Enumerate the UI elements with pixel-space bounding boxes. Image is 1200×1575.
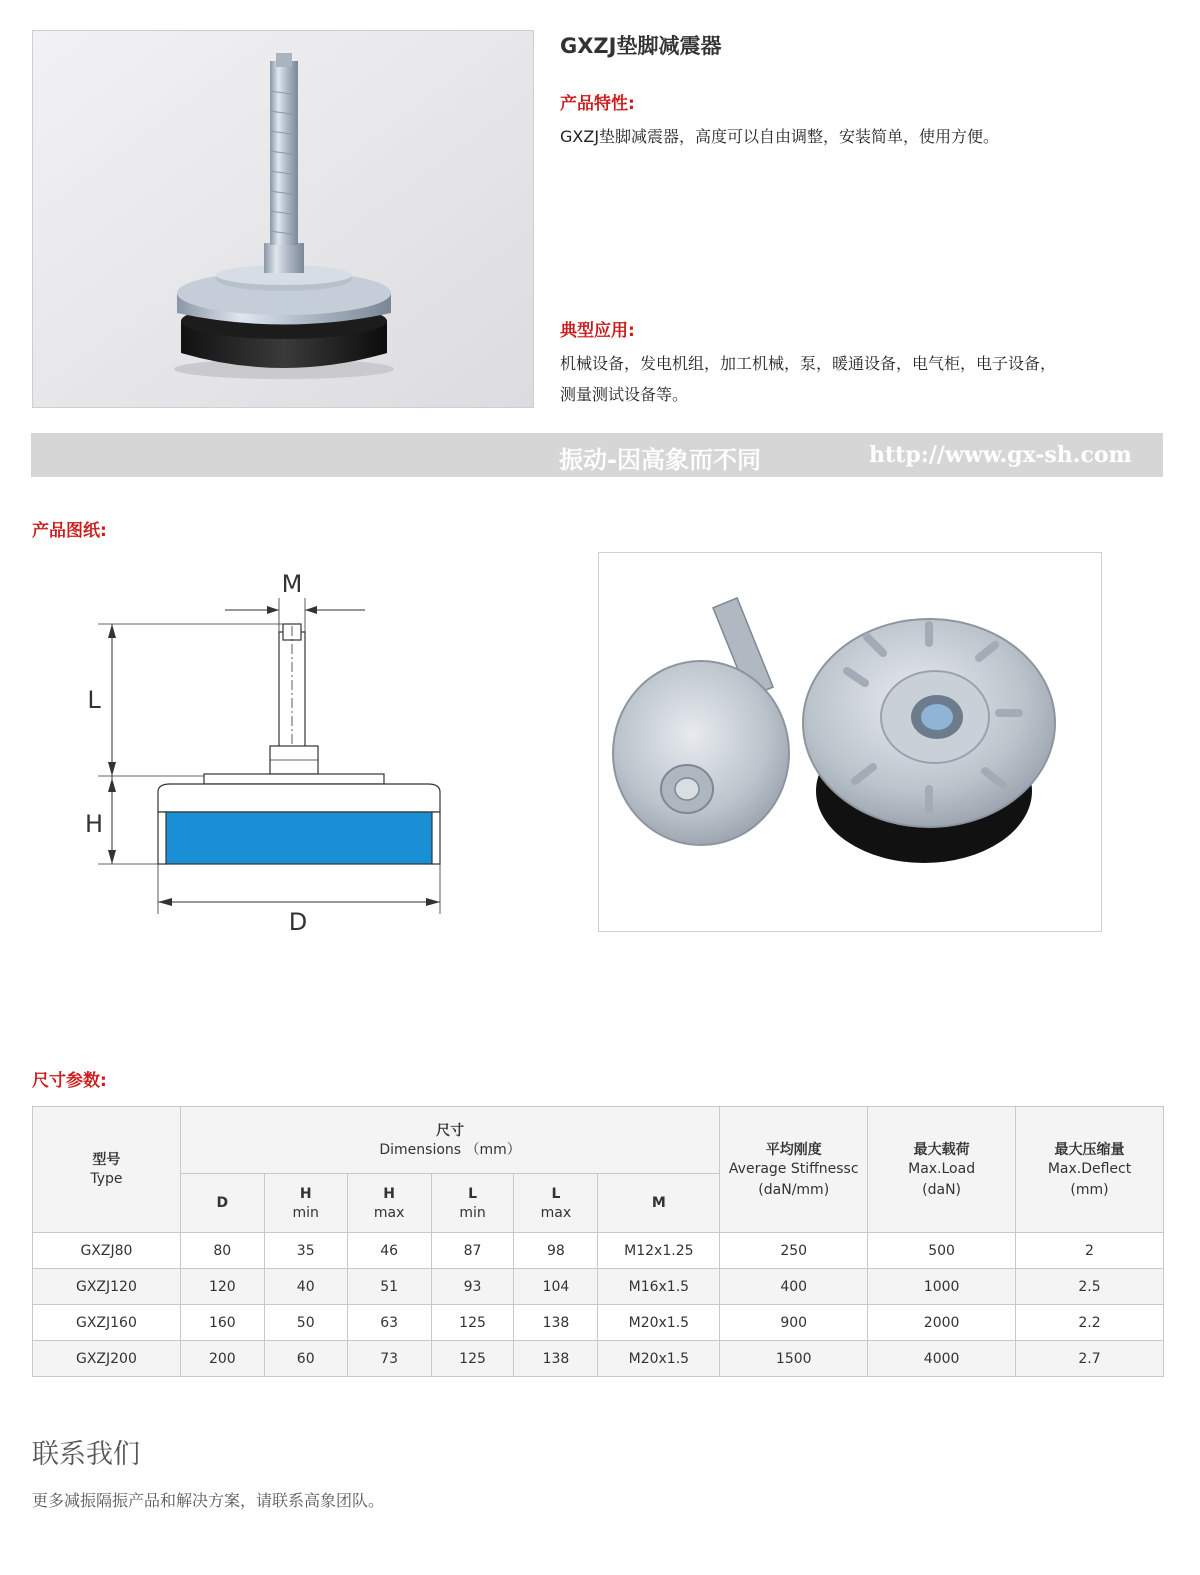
cell-type: GXZJ160 — [33, 1305, 181, 1341]
applications-line-2: 测量测试设备等。 — [560, 385, 689, 404]
subheader-l-min: L min — [431, 1174, 514, 1233]
cell-l-max: 138 — [514, 1341, 598, 1377]
table-row — [33, 1305, 1164, 1341]
header-max-deflect: 最大压缩量 Max.Deflect (mm) — [1016, 1107, 1164, 1233]
spec-table — [32, 1106, 1164, 1377]
table-row — [33, 1341, 1164, 1377]
cell-m: M12x1.25 — [598, 1233, 720, 1269]
cell-type: GXZJ120 — [33, 1269, 181, 1305]
cell-max-deflect: 2.7 — [1016, 1341, 1164, 1377]
subheader-h-max: H max — [347, 1174, 431, 1233]
features-text: GXZJ垫脚减震器，高度可以自由调整，安装简单，使用方便。 — [560, 127, 1000, 146]
cell-l-max: 98 — [514, 1233, 598, 1269]
subheader-h-min: H min — [264, 1174, 347, 1233]
specs-heading: 尺寸参数: — [32, 1071, 107, 1091]
cell-max-deflect: 2 — [1016, 1233, 1164, 1269]
header-max-load: 最大载荷 Max.Load (daN) — [868, 1107, 1016, 1233]
cell-l-min: 125 — [431, 1341, 514, 1377]
cell-h-min: 40 — [264, 1269, 347, 1305]
cell-m: M16x1.5 — [598, 1269, 720, 1305]
cell-max-load: 500 — [868, 1233, 1016, 1269]
cell-h-min: 50 — [264, 1305, 347, 1341]
cell-h-min: 60 — [264, 1341, 347, 1377]
cell-max-load: 4000 — [868, 1341, 1016, 1377]
cell-h-max: 46 — [347, 1233, 431, 1269]
cell-d: 160 — [180, 1305, 264, 1341]
drawing-heading: 产品图纸: — [32, 521, 107, 541]
contact-title: 联系我们 — [32, 1439, 140, 1470]
subheader-d: D — [180, 1174, 264, 1233]
cell-h-max: 51 — [347, 1269, 431, 1305]
subheader-l-max: L max — [514, 1174, 598, 1233]
cell-m: M20x1.5 — [598, 1305, 720, 1341]
cell-max-deflect: 2.5 — [1016, 1269, 1164, 1305]
cell-max-load: 2000 — [868, 1305, 1016, 1341]
applications-line-1: 机械设备，发电机组，加工机械，泵，暖通设备，电气柜，电子设备， — [560, 354, 1057, 373]
applications-heading: 典型应用: — [560, 321, 635, 341]
label-m: M — [281, 570, 303, 598]
cell-type: GXZJ200 — [33, 1341, 181, 1377]
product-title: GXZJ垫脚减震器 — [560, 34, 722, 58]
technical-drawing — [70, 560, 460, 940]
cell-h-min: 35 — [264, 1233, 347, 1269]
cell-l-min: 87 — [431, 1233, 514, 1269]
product-photo-disassembled — [598, 552, 1102, 932]
slogan-banner — [31, 433, 1163, 477]
cell-max-deflect: 2.2 — [1016, 1305, 1164, 1341]
product-photo — [32, 30, 534, 408]
label-l: L — [87, 686, 101, 714]
header-type: 型号 Type — [33, 1107, 181, 1233]
header-dimensions: 尺寸 Dimensions （mm） — [180, 1107, 719, 1174]
cell-stiffness: 900 — [720, 1305, 868, 1341]
banner-url-link[interactable]: http://www.gx-sh.com — [869, 442, 1132, 468]
cell-type: GXZJ80 — [33, 1233, 181, 1269]
cell-stiffness: 400 — [720, 1269, 868, 1305]
cell-d: 120 — [180, 1269, 264, 1305]
contact-text: 更多减振隔振产品和解决方案，请联系高象团队。 — [32, 1491, 385, 1510]
cell-l-max: 104 — [514, 1269, 598, 1305]
cell-d: 80 — [180, 1233, 264, 1269]
label-d: D — [288, 908, 308, 936]
cell-d: 200 — [180, 1341, 264, 1377]
cell-l-min: 93 — [431, 1269, 514, 1305]
cell-m: M20x1.5 — [598, 1341, 720, 1377]
table-row — [33, 1269, 1164, 1305]
features-heading: 产品特性: — [560, 94, 635, 114]
cell-l-max: 138 — [514, 1305, 598, 1341]
subheader-m: M — [598, 1174, 720, 1233]
header-stiffness: 平均刚度 Average Stiffnessc (daN/mm) — [720, 1107, 868, 1233]
banner-slogan: 振动-因高象而不同 — [559, 446, 761, 474]
cell-h-max: 73 — [347, 1341, 431, 1377]
cell-l-min: 125 — [431, 1305, 514, 1341]
cell-stiffness: 250 — [720, 1233, 868, 1269]
label-h: H — [84, 810, 104, 838]
cell-stiffness: 1500 — [720, 1341, 868, 1377]
cell-max-load: 1000 — [868, 1269, 1016, 1305]
table-row — [33, 1233, 1164, 1269]
cell-h-max: 63 — [347, 1305, 431, 1341]
